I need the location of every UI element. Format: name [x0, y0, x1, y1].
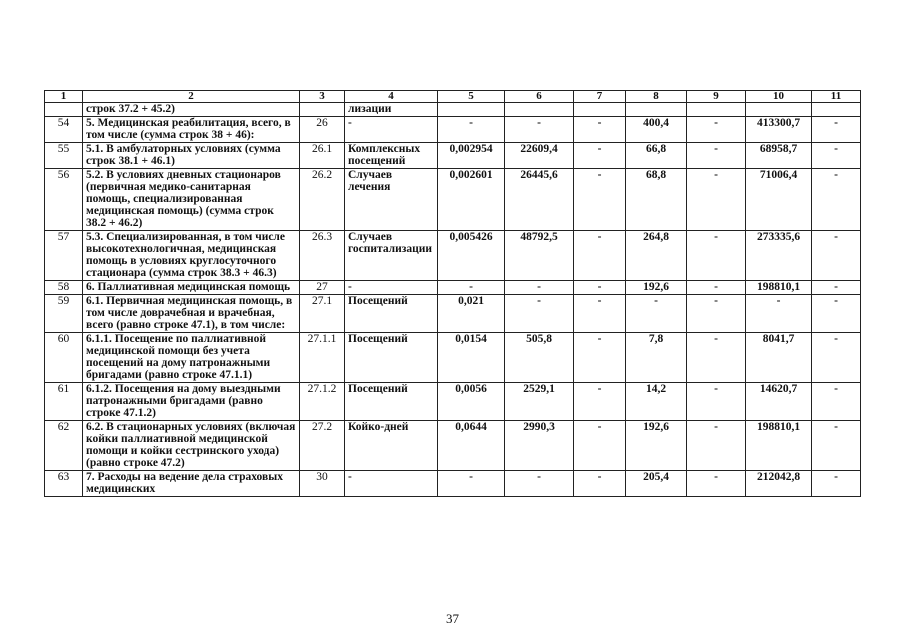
row-description: 5.1. В амбулаторных условиях (сумма строк 38.1 + 46.1): [83, 143, 300, 169]
row-number: [45, 103, 83, 117]
col-10-value: 14620,7: [746, 383, 812, 421]
column-header: 10: [746, 91, 812, 103]
col-6-value: 2529,1: [505, 383, 574, 421]
col-8-value: [626, 103, 687, 117]
col-8-value: 400,4: [626, 117, 687, 143]
col-8-value: 68,8: [626, 169, 687, 231]
row-code: 30: [300, 471, 345, 497]
column-header: 9: [687, 91, 746, 103]
col-5-value: 0,0644: [438, 421, 505, 471]
col-10-value: 273335,6: [746, 231, 812, 281]
col-11-value: -: [812, 471, 861, 497]
col-8-value: 66,8: [626, 143, 687, 169]
col-7-value: [574, 103, 626, 117]
row-description: 6.2. В стационарных условиях (включая койки паллиативной медицинской помощи и койки сестринского ухода) (равно строке 47.2): [83, 421, 300, 471]
row-code: 26: [300, 117, 345, 143]
unit-of-measure: Посещений: [345, 333, 438, 383]
column-header: 3: [300, 91, 345, 103]
table-row: [45, 383, 861, 421]
unit-of-measure: Случаев госпитализации: [345, 231, 438, 281]
table-row: [45, 421, 861, 471]
col-9-value: -: [687, 383, 746, 421]
table-row: [45, 117, 861, 143]
col-8-value: 192,6: [626, 281, 687, 295]
row-description: 5.2. В условиях дневных стационаров (первичная медико-санитарная помощь, специализированная медицинская помощь) (сумма строк 38.2 + 46.2): [83, 169, 300, 231]
col-9-value: -: [687, 295, 746, 333]
row-description: 5.3. Специализированная, в том числе высокотехнологичная, медицинская помощь в условиях круглосуточного стационара (сумма строк 38.3 + 46.3): [83, 231, 300, 281]
col-11-value: -: [812, 383, 861, 421]
col-7-value: -: [574, 383, 626, 421]
col-7-value: -: [574, 169, 626, 231]
table-row: [45, 231, 861, 281]
row-number: 62: [45, 421, 83, 471]
col-5-value: -: [438, 117, 505, 143]
data-table: [44, 90, 861, 497]
col-7-value: -: [574, 231, 626, 281]
col-7-value: -: [574, 421, 626, 471]
row-description: 5. Медицинская реабилитация, всего, в том числе (сумма строк 38 + 46):: [83, 117, 300, 143]
row-description: строк 37.2 + 45.2): [83, 103, 300, 117]
col-6-value: -: [505, 117, 574, 143]
col-9-value: -: [687, 471, 746, 497]
unit-of-measure: Посещений: [345, 383, 438, 421]
row-number: 63: [45, 471, 83, 497]
col-9-value: -: [687, 231, 746, 281]
col-8-value: -: [626, 295, 687, 333]
table-row: [45, 143, 861, 169]
row-code: 27.1: [300, 295, 345, 333]
col-5-value: 0,0154: [438, 333, 505, 383]
column-header: 1: [45, 91, 83, 103]
row-code: 27.1.1: [300, 333, 345, 383]
col-10-value: 68958,7: [746, 143, 812, 169]
col-5-value: [438, 103, 505, 117]
col-6-value: 48792,5: [505, 231, 574, 281]
col-5-value: 0,0056: [438, 383, 505, 421]
col-9-value: -: [687, 169, 746, 231]
table-row: [45, 169, 861, 231]
table-body: [45, 103, 861, 497]
col-5-value: 0,002601: [438, 169, 505, 231]
col-6-value: 505,8: [505, 333, 574, 383]
col-11-value: -: [812, 333, 861, 383]
col-6-value: 22609,4: [505, 143, 574, 169]
col-6-value: -: [505, 295, 574, 333]
row-number: 56: [45, 169, 83, 231]
unit-of-measure: -: [345, 281, 438, 295]
row-description: 6. Паллиативная медицинская помощь: [83, 281, 300, 295]
row-description: 7. Расходы на ведение дела страховых медицинских: [83, 471, 300, 497]
col-6-value: -: [505, 281, 574, 295]
column-header: 5: [438, 91, 505, 103]
column-header: 2: [83, 91, 300, 103]
col-10-value: 198810,1: [746, 421, 812, 471]
col-10-value: 413300,7: [746, 117, 812, 143]
col-6-value: 26445,6: [505, 169, 574, 231]
unit-of-measure: Случаев лечения: [345, 169, 438, 231]
col-6-value: -: [505, 471, 574, 497]
col-5-value: -: [438, 471, 505, 497]
col-7-value: -: [574, 143, 626, 169]
table-row: [45, 281, 861, 295]
column-header: 11: [812, 91, 861, 103]
unit-of-measure: -: [345, 471, 438, 497]
col-7-value: -: [574, 117, 626, 143]
col-6-value: [505, 103, 574, 117]
column-header: 6: [505, 91, 574, 103]
row-description: 6.1.2. Посещения на дому выездными патронажными бригадами (равно строке 47.1.2): [83, 383, 300, 421]
table-row: [45, 295, 861, 333]
col-10-value: 71006,4: [746, 169, 812, 231]
col-5-value: -: [438, 281, 505, 295]
row-code: 27.2: [300, 421, 345, 471]
col-10-value: -: [746, 295, 812, 333]
col-9-value: -: [687, 117, 746, 143]
col-9-value: [687, 103, 746, 117]
col-9-value: -: [687, 333, 746, 383]
table-row: [45, 333, 861, 383]
col-10-value: 8041,7: [746, 333, 812, 383]
col-5-value: 0,002954: [438, 143, 505, 169]
col-11-value: -: [812, 231, 861, 281]
col-11-value: -: [812, 421, 861, 471]
col-11-value: -: [812, 295, 861, 333]
row-description: 6.1. Первичная медицинская помощь, в том числе доврачебная и врачебная, всего (равно строке 47.1), в том числе:: [83, 295, 300, 333]
row-number: 59: [45, 295, 83, 333]
col-9-value: -: [687, 421, 746, 471]
col-11-value: -: [812, 117, 861, 143]
row-description: 6.1.1. Посещение по паллиативной медицинской помощи без учета посещений на дому патронажными бригадами (равно строке 47.1.1): [83, 333, 300, 383]
col-6-value: 2990,3: [505, 421, 574, 471]
row-code: 27.1.2: [300, 383, 345, 421]
row-code: [300, 103, 345, 117]
row-number: 54: [45, 117, 83, 143]
column-header: 4: [345, 91, 438, 103]
row-number: 57: [45, 231, 83, 281]
unit-of-measure: -: [345, 117, 438, 143]
column-header: 8: [626, 91, 687, 103]
col-10-value: [746, 103, 812, 117]
row-number: 58: [45, 281, 83, 295]
unit-of-measure: Посещений: [345, 295, 438, 333]
page-number: 37: [446, 611, 459, 626]
col-5-value: 0,021: [438, 295, 505, 333]
col-7-value: -: [574, 281, 626, 295]
row-number: 60: [45, 333, 83, 383]
col-11-value: -: [812, 281, 861, 295]
col-10-value: 212042,8: [746, 471, 812, 497]
column-header: 7: [574, 91, 626, 103]
col-7-value: -: [574, 333, 626, 383]
row-code: 27: [300, 281, 345, 295]
col-8-value: 7,8: [626, 333, 687, 383]
row-code: 26.1: [300, 143, 345, 169]
unit-of-measure: лизации: [345, 103, 438, 117]
col-5-value: 0,005426: [438, 231, 505, 281]
unit-of-measure: Комплексных посещений: [345, 143, 438, 169]
col-8-value: 264,8: [626, 231, 687, 281]
row-code: 26.2: [300, 169, 345, 231]
table-header-row: [45, 91, 861, 103]
col-8-value: 192,6: [626, 421, 687, 471]
col-8-value: 205,4: [626, 471, 687, 497]
table-row: [45, 471, 861, 497]
col-7-value: -: [574, 471, 626, 497]
row-number: 61: [45, 383, 83, 421]
col-11-value: [812, 103, 861, 117]
unit-of-measure: Койко-дней: [345, 421, 438, 471]
table-row: [45, 103, 861, 117]
row-number: 55: [45, 143, 83, 169]
col-9-value: -: [687, 143, 746, 169]
row-code: 26.3: [300, 231, 345, 281]
col-11-value: -: [812, 169, 861, 231]
col-7-value: -: [574, 295, 626, 333]
col-10-value: 198810,1: [746, 281, 812, 295]
col-8-value: 14,2: [626, 383, 687, 421]
col-11-value: -: [812, 143, 861, 169]
col-9-value: -: [687, 281, 746, 295]
